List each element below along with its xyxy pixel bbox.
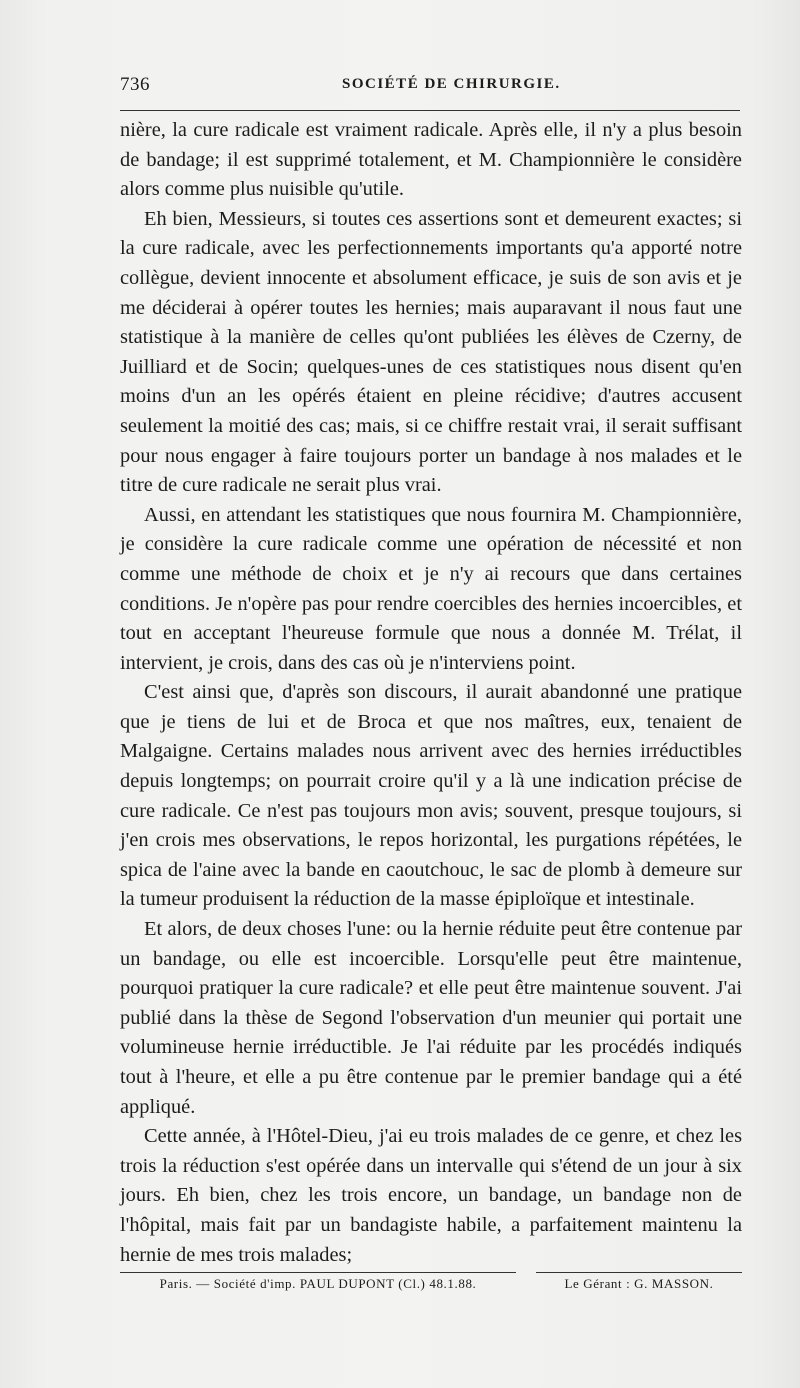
- paragraph: nière, la cure radicale est vraiment radicale. Après elle, il n'y a plus besoin de bandage; il est supprimé totalement, et M. Championnière le considère alors comme plus nuisible qu'utile.: [120, 119, 742, 201]
- page-header: [120, 74, 740, 98]
- paragraph: Cette année, à l'Hôtel-Dieu, j'ai eu trois malades de ce genre, et chez les trois la réduction s'est opérée dans un intervalle qui s'étend de un jour à six jours. Eh bien, chez les trois encore, un bandage, un bandage non de l'hôpital, mais fait par un bandagiste habile, a parfaitement maintenu la hernie de mes trois malades;: [120, 1125, 742, 1266]
- paragraph: C'est ainsi que, d'après son discours, il aurait abandonné une pratique que je tiens de lui et de Broca et que nos maîtres, eux, tenaient de Malgaigne. Certains malades nous arrivent avec des hernies irréductibles depuis longtemps; on pourrait croire qu'il y a là une indication précise de cure radicale. Ce n'est pas toujours mon avis; souvent, presque toujours, si j'en crois mes observations, le repos horizontal, les purgations répétées, le spica de l'aine avec la bande en caoutchouc, le sac de plomb à demeure sur la tumeur produisent la réduction de la masse épiploïque et intestinale.: [120, 681, 742, 911]
- running-head: SOCIÉTÉ DE CHIRURGIE.: [342, 76, 561, 92]
- header-rule: [120, 110, 740, 111]
- page-number: 736: [120, 74, 150, 95]
- printer-imprint: Paris. — Société d'imp. PAUL DUPONT (Cl.) 48.1.88.: [120, 1272, 516, 1292]
- paragraph: Aussi, en attendant les statistiques que nous fournira M. Championnière, je considère la cure radicale comme une opération de nécessité et non comme une méthode de choix et je n'y ai recours que dans certaines conditions. Je n'opère pas pour rendre coercibles des hernies incoercibles, et tout en acceptant l'heureuse formule que nous a donnée M. Trélat, il intervient, je crois, dans des cas où je n'interviens point.: [120, 503, 742, 674]
- page-footer: [120, 1272, 742, 1298]
- paragraph: Et alors, de deux choses l'une: ou la hernie réduite peut être contenue par un bandage, ou elle est incoercible. Lorsqu'elle peut être maintenue, pourquoi pratiquer la cure radicale? et elle peut être maintenue souvent. J'ai publié dans la thèse de Segond l'observation d'un meunier qui portait une volumineuse hernie irréductible. Je l'ai réduite par les procédés indiqués tout à l'heure, et elle a pu être contenue par le premier bandage qui a été appliqué.: [120, 918, 742, 1118]
- manager-imprint: Le Gérant : G. MASSON.: [536, 1272, 742, 1292]
- paragraph: Eh bien, Messieurs, si toutes ces assertions sont et demeurent exactes; si la cure radicale, avec les perfectionnements importants qu'a apporté notre collègue, devient innocente et absolument efficace, je suis de son avis et je me déciderai à opérer toutes les hernies; mais auparavant il nous faut une statistique à la manière de celles qu'ont publiées les élèves de Czerny, de Juilliard et de Socin; quelques-unes de ces statistiques nous disent qu'en moins d'un an les opérés étaient en pleine récidive; d'autres accusent seulement la moitié des cas; mais, si ce chiffre restait vrai, il serait suffisant pour nous engager à faire toujours porter un bandage à nos malades et le titre de cure radicale ne serait plus vrai.: [120, 207, 742, 497]
- body-text: [120, 116, 742, 1270]
